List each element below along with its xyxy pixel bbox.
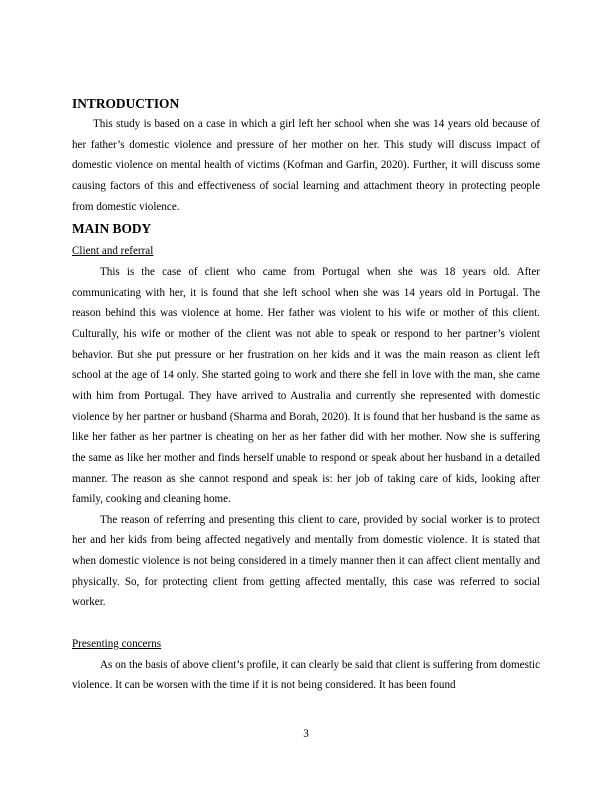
presenting-concerns-paragraph: As on the basis of above client’s profile, it can clearly be said that client is suffering from domestic violence. It can be worsen with the time if it is not being considered. It has been found [72, 658, 540, 692]
main-body-heading: MAIN BODY [72, 221, 152, 237]
introduction-paragraph: This study is based on a case in which a girl left her school when she was 14 years old because of her father’s domestic violence and pressure of her mother on her. This study will discuss impact of domestic violence on mental health of victims (Kofman and Garfin, 2020). Further, it will discuss some causing factors of this and effectiveness of social learning and attachment theory in protecting people from domestic violence. [72, 118, 540, 213]
introduction-heading: INTRODUCTION [72, 96, 180, 111]
client-referral-paragraph-1: This is the case of client who came from Portugal when she was 18 years old. After communicating with her, it is found that she left school when she was 14 years old in Portugal. The reason behind this was violence at home. Her father was violent to his wife or mother of this client. Culturally, his wife or mother of the client was not able to speak or respond to her partner’s violent behavior. But she put pressure or her frustration on her kids and it was the main reason as client left school at the age of 14 only. She started going to work and there she fell in love with the man, she came with him from Portugal. They have arrived to Australia and currently she represented with domestic violence by her partner or husband (Sharma and Borah, 2020). It is found that her husband is the same as like her father as her partner is cheating on her as her father did with her mother. Now she is suffering the same as like her mother and finds herself unable to respond or speak about her husband in a detailed manner. The reason as she cannot respond and speak is: her job of taking care of kids, looking after family, cooking and cleaning home. [72, 265, 540, 506]
presenting-concerns-subheading: Presenting concerns [72, 638, 162, 651]
page-number: 3 [303, 728, 309, 740]
paragraph-spacer [72, 613, 540, 634]
client-referral-subheading: Client and referral [72, 245, 154, 258]
document-page [72, 94, 540, 696]
client-referral-paragraph-2: The reason of referring and presenting this client to care, provided by social worker is to protect her and her kids from being affected negatively and mentally from domestic violence. It is stated that when domestic violence is not being considered in a timely manner then it can affect client mentally and physically. So, for protecting client from getting affected mentally, this case was referred to social worker. [72, 513, 540, 609]
